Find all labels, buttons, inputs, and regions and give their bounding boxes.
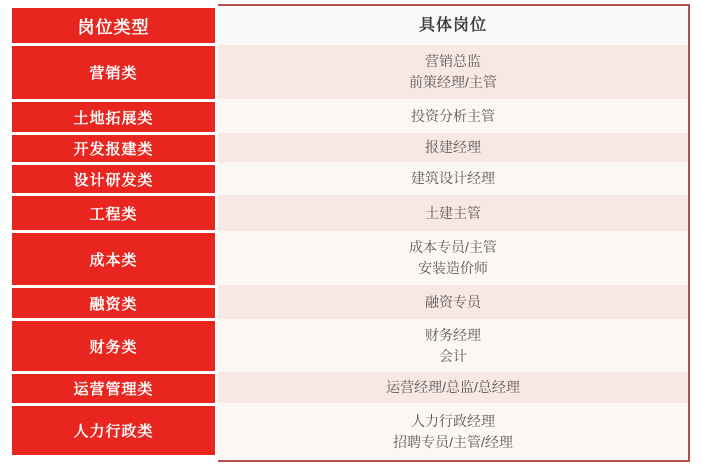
category-cell-engineering: 工程类 xyxy=(12,196,215,230)
category-cell-operations: 运营管理类 xyxy=(12,374,215,403)
category-cell-design: 设计研发类 xyxy=(12,165,215,193)
position-line: 财务经理 xyxy=(425,326,481,343)
category-cell-finance: 财务类 xyxy=(12,321,215,371)
positions-cell-engineering xyxy=(218,195,688,231)
positions-cell-land xyxy=(218,99,688,133)
positions-column xyxy=(218,4,690,462)
positions-header-label: 具体岗位 xyxy=(418,17,487,34)
position-line: 招聘专员/主管/经理 xyxy=(393,433,513,450)
positions-cell-cost xyxy=(218,231,688,285)
category-header-cell: 岗位类型 xyxy=(12,8,215,43)
category-cell-cost: 成本类 xyxy=(12,233,215,285)
positions-cell-design xyxy=(218,162,688,195)
position-line: 营销总监 xyxy=(425,53,481,69)
positions-cell-marketing xyxy=(218,45,688,99)
position-line: 成本专员/主管 xyxy=(409,239,497,255)
category-cell-land: 土地拓展类 xyxy=(12,102,215,132)
category-cell-financing: 融资类 xyxy=(12,288,215,318)
category-cell-marketing: 营销类 xyxy=(12,46,215,99)
position-line: 人力行政经理 xyxy=(411,412,495,429)
position-line: 安装造价师 xyxy=(418,260,488,276)
position-line: 会计 xyxy=(439,347,467,364)
positions-header-cell xyxy=(218,6,688,45)
position-line: 前策经理/主管 xyxy=(409,74,497,90)
positions-cell-operations xyxy=(218,372,688,403)
category-column xyxy=(12,8,215,455)
position-line: 运营经理/总监/总经理 xyxy=(386,379,520,395)
position-line: 土建主管 xyxy=(425,204,481,221)
position-line: 投资分析主管 xyxy=(411,107,495,124)
position-line: 建筑设计经理 xyxy=(411,170,495,186)
category-cell-development: 开发报建类 xyxy=(12,135,215,162)
position-line: 融资专员 xyxy=(425,293,481,310)
category-cell-hr-admin: 人力行政类 xyxy=(12,406,215,455)
positions-cell-development xyxy=(218,133,688,162)
position-line: 报建经理 xyxy=(425,139,481,155)
positions-cell-financing xyxy=(218,285,688,319)
positions-cell-hr-admin xyxy=(218,403,688,460)
positions-cell-finance xyxy=(218,319,688,372)
